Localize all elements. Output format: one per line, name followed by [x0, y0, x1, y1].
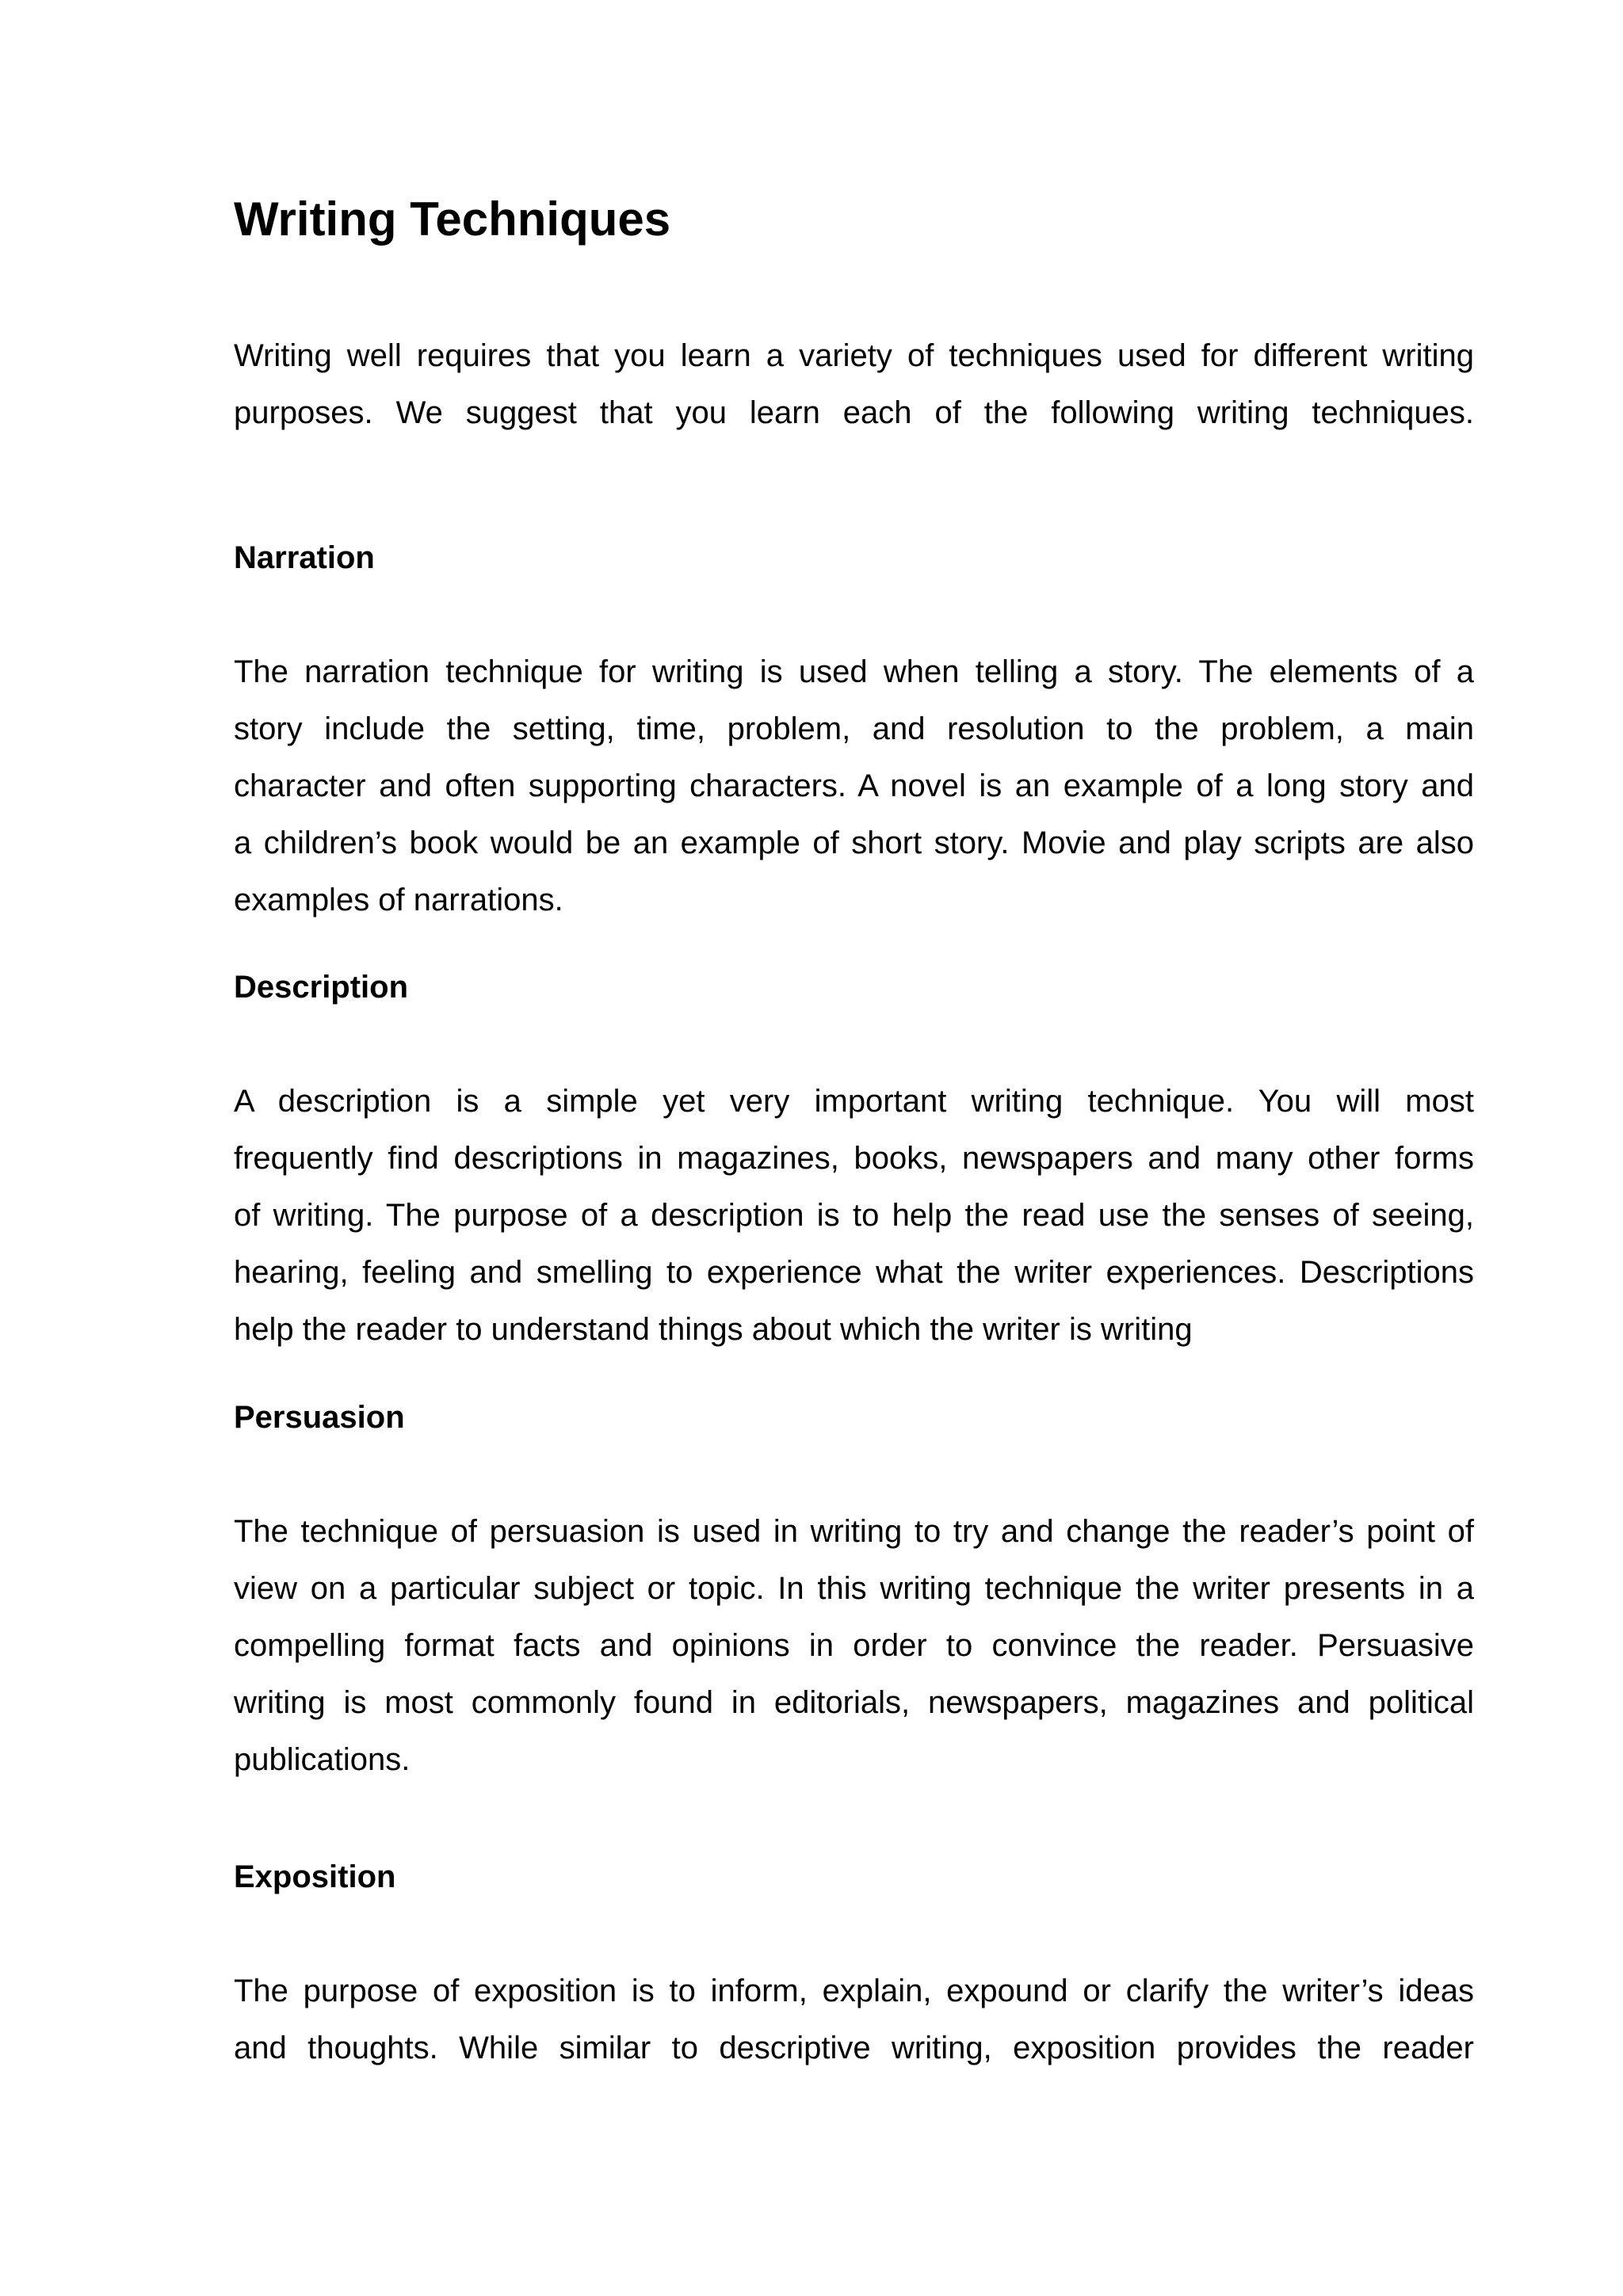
paragraph-line: hearing, feeling and smelling to experience what the writer experiences. Descriptions: [234, 1255, 1474, 1290]
section-heading-narration: Narration: [234, 540, 375, 575]
paragraph-line: compelling format facts and opinions in order to convince the reader. Persuasive: [234, 1628, 1474, 1663]
paragraph-line: writing is most commonly found in editorials, newspapers, magazines and political: [234, 1685, 1474, 1720]
paragraph-line: character and often supporting characters. A novel is an example of a long story and: [234, 769, 1474, 803]
persuasion-paragraph: [234, 1503, 1474, 1788]
paragraph-line: help the reader to understand things about which the writer is writing: [234, 1312, 1193, 1347]
paragraph-line: of writing. The purpose of a description is to help the read use the senses of seeing,: [234, 1198, 1474, 1233]
page-title: Writing Techniques: [234, 193, 671, 246]
section-heading-exposition: Exposition: [234, 1859, 396, 1894]
paragraph-line: story include the setting, time, problem, and resolution to the problem, a main: [234, 711, 1474, 746]
paragraph-line: A description is a simple yet very important writing technique. You will most: [234, 1084, 1474, 1119]
paragraph-line: frequently find descriptions in magazines, books, newspapers and many other forms: [234, 1141, 1474, 1176]
description-paragraph: [234, 1073, 1474, 1358]
paragraph-line: The technique of persuasion is used in writing to try and change the reader’s point of: [234, 1514, 1474, 1549]
paragraph-line: and thoughts. While similar to descriptive writing, exposition provides the reader: [234, 2031, 1474, 2065]
paragraph-line: The narration technique for writing is used when telling a story. The elements of a: [234, 654, 1474, 689]
intro-paragraph: [234, 327, 1474, 441]
paragraph-line: a children’s book would be an example of short story. Movie and play scripts are also: [234, 826, 1474, 860]
paragraph-line: purposes. We suggest that you learn each of the following writing techniques.: [234, 395, 1474, 430]
exposition-paragraph: [234, 1962, 1474, 2077]
paragraph-line: examples of narrations.: [234, 883, 563, 917]
paragraph-line: The purpose of exposition is to inform, explain, expound or clarify the writer’s ideas: [234, 1974, 1474, 2008]
section-heading-persuasion: Persuasion: [234, 1400, 405, 1435]
paragraph-line: Writing well requires that you learn a variety of techniques used for different writing: [234, 338, 1474, 373]
section-heading-description: Description: [234, 970, 409, 1005]
narration-paragraph: [234, 643, 1474, 929]
paragraph-line: publications.: [234, 1742, 411, 1777]
paragraph-line: view on a particular subject or topic. In this writing technique the writer presents in a: [234, 1571, 1474, 1606]
